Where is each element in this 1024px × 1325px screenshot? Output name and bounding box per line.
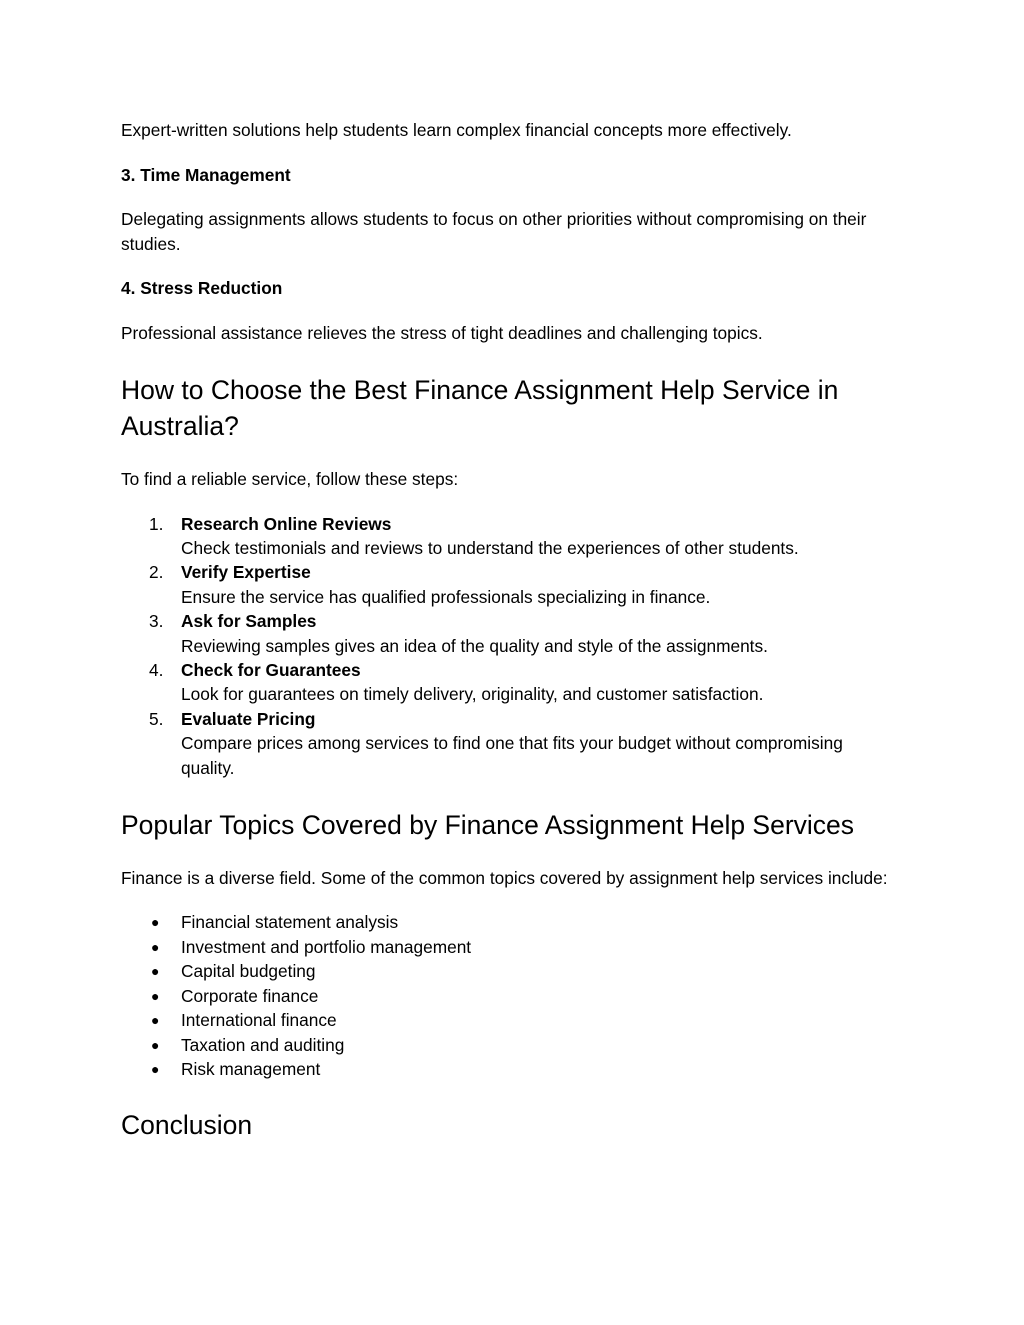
topic-label: Financial statement analysis xyxy=(181,912,399,933)
step-item xyxy=(121,658,901,707)
step-description: Reviewing samples gives an idea of the quality and style of the assignments. xyxy=(181,635,768,656)
step-item xyxy=(121,512,901,561)
choose-section-heading: How to Choose the Best Finance Assignment Help Service in Australia? xyxy=(121,375,839,441)
topic-label: Corporate finance xyxy=(181,985,319,1006)
step-title: Evaluate Pricing xyxy=(181,708,316,729)
step-number: 2. xyxy=(149,562,164,583)
step-number: 1. xyxy=(149,513,164,534)
bullet-icon: ● xyxy=(151,914,160,931)
step-description: Check testimonials and reviews to understand the experiences of other students. xyxy=(181,537,799,558)
step-title: Research Online Reviews xyxy=(181,513,392,534)
document-page xyxy=(121,118,901,1166)
steps-list xyxy=(121,512,901,780)
topic-item xyxy=(121,1008,901,1032)
step-item xyxy=(121,609,901,658)
step-item xyxy=(121,560,901,609)
step-number: 4. xyxy=(149,659,164,680)
topic-label: Taxation and auditing xyxy=(181,1034,345,1055)
topic-item xyxy=(121,959,901,983)
topic-item xyxy=(121,1033,901,1057)
bullet-icon: ● xyxy=(151,963,160,980)
step-title: Check for Guarantees xyxy=(181,659,361,680)
bullet-icon: ● xyxy=(151,1060,160,1077)
topic-label: Investment and portfolio management xyxy=(181,936,472,957)
intro-paragraph: Expert-written solutions help students learn complex financial concepts more effectively. xyxy=(121,120,792,140)
step-item xyxy=(121,707,901,780)
conclusion-heading: Conclusion xyxy=(121,1110,253,1141)
topic-label: Risk management xyxy=(181,1058,321,1079)
topics-section-heading: Popular Topics Covered by Finance Assignment Help Services xyxy=(121,809,855,840)
bullet-icon: ● xyxy=(151,1012,160,1029)
topic-item xyxy=(121,984,901,1008)
step-number: 5. xyxy=(149,708,164,729)
topics-list xyxy=(121,910,901,1081)
step-description: Look for guarantees on timely delivery, originality, and customer satisfaction. xyxy=(181,684,764,705)
topic-label: International finance xyxy=(181,1010,337,1031)
bullet-icon: ● xyxy=(151,987,160,1004)
topic-item xyxy=(121,1057,901,1081)
step-number: 3. xyxy=(149,611,164,632)
topic-item xyxy=(121,935,901,959)
step-title: Ask for Samples xyxy=(181,611,317,632)
benefit-heading-stress-reduction: 4. Stress Reduction xyxy=(121,278,283,298)
benefit-text-time-management: Delegating assignments allows students to focus on other priorities without compromising on their studies. xyxy=(121,209,867,254)
choose-section-intro: To find a reliable service, follow these steps: xyxy=(121,469,459,489)
bullet-icon: ● xyxy=(151,1036,160,1053)
step-title: Verify Expertise xyxy=(181,562,311,583)
step-description: Compare prices among services to find one that fits your budget without compromising quality. xyxy=(181,733,843,778)
step-description: Ensure the service has qualified professionals specializing in finance. xyxy=(181,586,711,607)
topic-label: Capital budgeting xyxy=(181,961,316,982)
benefit-text-stress-reduction: Professional assistance relieves the stress of tight deadlines and challenging topics. xyxy=(121,322,763,343)
benefit-heading-time-management: 3. Time Management xyxy=(121,164,291,185)
bullet-icon: ● xyxy=(151,938,160,955)
topic-item xyxy=(121,910,901,934)
topics-section-intro: Finance is a diverse field. Some of the common topics covered by assignment help services include: xyxy=(121,867,888,888)
